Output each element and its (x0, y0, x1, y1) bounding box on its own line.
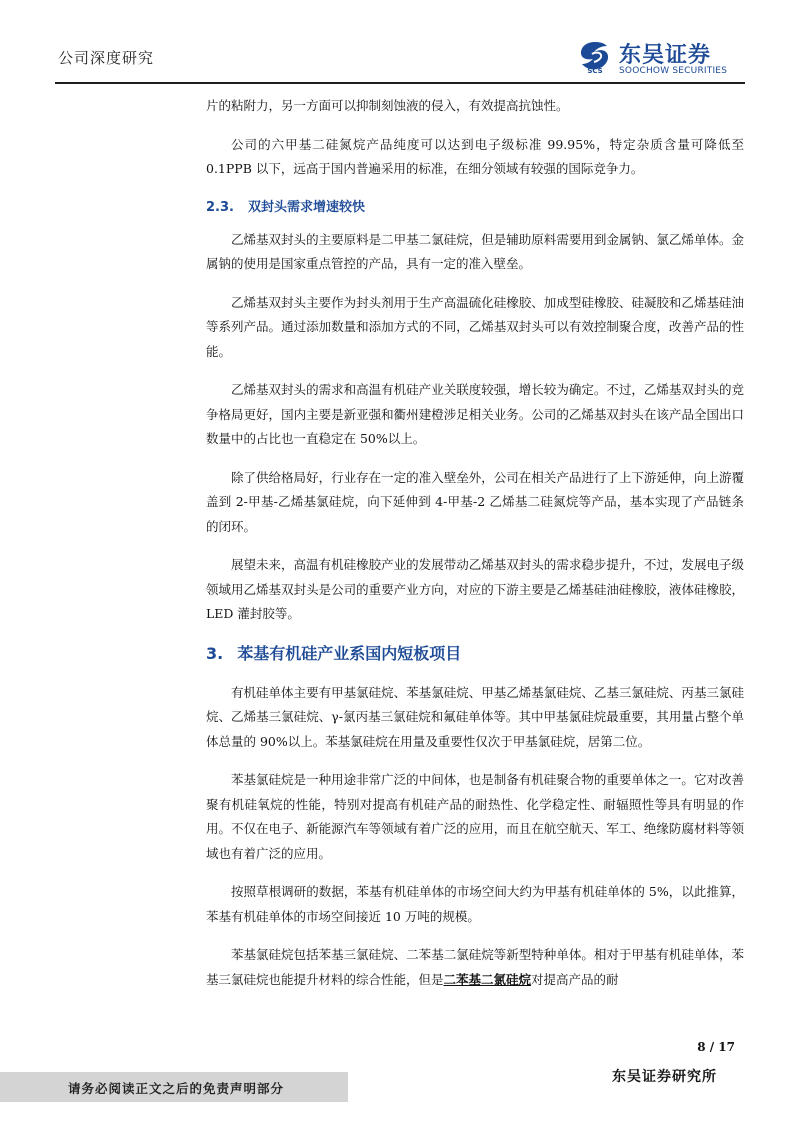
report-type-label: 公司深度研究 (58, 49, 155, 67)
section-number: 3. (206, 643, 224, 663)
brand-logo (579, 38, 739, 80)
paragraph-11-text-a: 苯基氯硅烷包括苯基三氯硅烷、二苯基二氯硅烷等新型特种单体。相对于甲基有机硅单体，苯基三氯硅烷也能提升材料的综合性能，但是 (206, 947, 744, 987)
emphasized-term: 二苯基二氯硅烷 (443, 971, 532, 987)
paragraph-11-text-b: 对提高产品的耐 (531, 971, 619, 987)
footer-disclaimer: 请务必阅读正文之后的免责声明部分 (68, 1081, 285, 1096)
section-title: 双封头需求增速较快 (247, 199, 365, 215)
header-divider (55, 82, 745, 84)
paragraph-2: 公司的六甲基二硅氮烷产品纯度可以达到电子级标准 99.95%，特定杂质含量可降低至 0.1PPB 以下，远高于国内普遍采用的标准，在细分领域有较强的国际竞争力。 (206, 136, 744, 176)
section-heading-3 (206, 641, 744, 667)
paragraph-3: 乙烯基双封头的主要原料是二甲基二氯硅烷，但是辅助原料需要用到金属钠、氯乙烯单体。金属钠的使用是国家重点管控的产品，具有一定的准入壁垒。 (206, 231, 744, 271)
paragraph-1: 片的粘附力，另一方面可以抑制刻蚀液的侵入，有效提高抗蚀性。 (206, 98, 569, 113)
paragraph-9: 苯基氯硅烷是一种用途非常广泛的中间体，也是制备有机硅聚合物的重要单体之一。它对改善聚有机硅氧烷的性能，特别对提高有机硅产品的耐热性、化学稳定性、耐辐照性等具有明显的作用。不仅在电子、新能源汽车等领域有着广泛的应用，而且在航空航天、军工、绝缘防腐材料等领域也有着广泛的应用。 (206, 772, 744, 861)
section-heading-2-3 (206, 196, 744, 220)
paragraph-7: 展望未来，高温有机硅橡胶产业的发展带动乙烯基双封头的需求稳步提升，不过，发展电子级领域用乙烯基双封头是公司的重要产业方向，对应的下游主要是乙烯基硅油硅橡胶，液体硅橡胶，LED 灌封胶等。 (206, 557, 744, 621)
paragraph-11 (206, 943, 744, 992)
main-content (206, 94, 744, 1006)
paragraph-8: 有机硅单体主要有甲基氯硅烷、苯基氯硅烷、甲基乙烯基氯硅烷、乙基三氯硅烷、丙基三氯硅烷、乙烯基三氯硅烷、γ-氯丙基三氯硅烷和氟硅单体等。其中甲基氯硅烷最重要，其用量占整个单体总量的 90%以上。苯基氯硅烷在用量及重要性仅次于甲基氯硅烷，居第二位。 (206, 684, 744, 749)
section-title: 苯基有机硅产业系国内短板项目 (237, 643, 462, 663)
brand-name-en: SOOCHOW SECURITIES (619, 66, 728, 76)
paragraph-5: 乙烯基双封头的需求和高温有机硅产业关联度较强，增长较为确定。不过，乙烯基双封头的竞争格局更好，国内主要是新亚强和衢州建橙涉足相关业务。公司的乙烯基双封头在该产品全国出口数量中的占比也一直稳定在 50%以上。 (206, 382, 744, 446)
section-number: 2.3. (206, 199, 234, 215)
footer-institute: 东吴证券研究所 (612, 1069, 717, 1085)
brand-name-cn: 东吴证券 (619, 43, 712, 68)
page-number: 8 / 17 (697, 1040, 735, 1054)
brand-logo-icon (579, 40, 611, 74)
paragraph-6: 除了供给格局好，行业存在一定的准入壁垒外，公司在相关产品进行了上下游延伸，向上游覆盖到 2-甲基-乙烯基氯硅烷，向下延伸到 4-甲基-2 乙烯基二硅氮烷等产品，基本实现了产品链条的闭环。 (206, 469, 744, 534)
brand-abbr: SCS (587, 67, 603, 74)
paragraph-4: 乙烯基双封头主要作为封头剂用于生产高温硫化硅橡胶、加成型硅橡胶、硅凝胶和乙烯基硅油等系列产品。通过添加数量和添加方式的不同，乙烯基双封头可以有效控制聚合度，改善产品的性能。 (206, 294, 744, 359)
paragraph-10: 按照草根调研的数据，苯基有机硅单体的市场空间大约为甲基有机硅单体的 5%，以此推算，苯基有机硅单体的市场空间接近 10 万吨的规模。 (206, 884, 744, 924)
